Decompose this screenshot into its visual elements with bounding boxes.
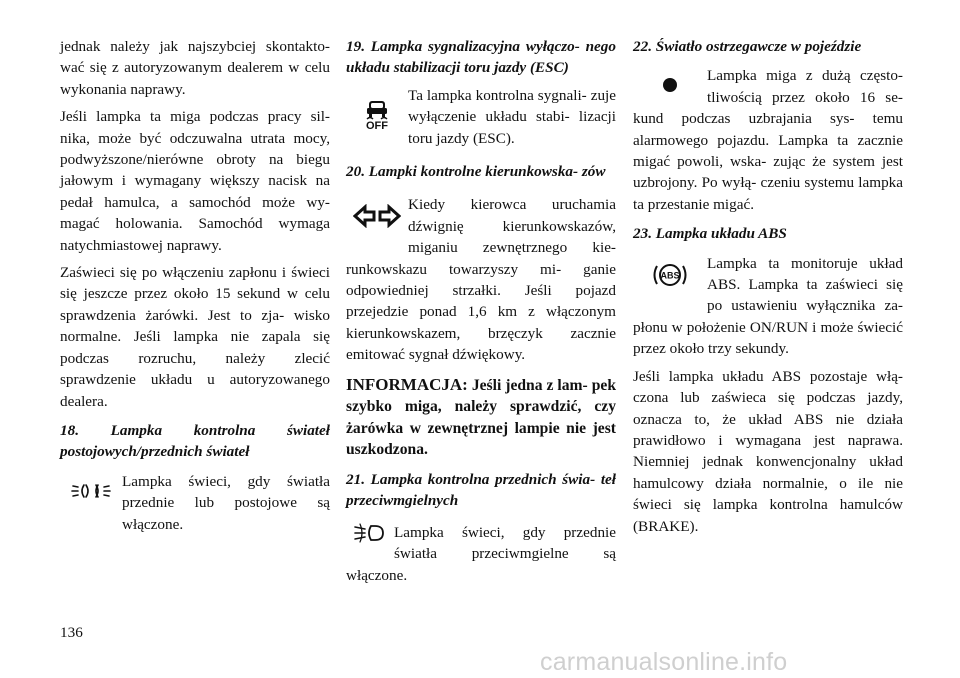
paragraph-19: Ta lampka kontrolna sygnali- zuje wyłączenie układu stabi- lizacji toru jazdy (ESC). bbox=[408, 86, 616, 147]
abs-label: ABS bbox=[660, 270, 680, 281]
heading-20: 20. Lampki kontrolne kierunkowska- zów bbox=[346, 163, 606, 181]
info-note bbox=[346, 374, 616, 461]
paragraph-21: Lampka świeci, gdy przednie światła przeciwmgielne są włączone. bbox=[346, 523, 616, 584]
heading-18-line2: postojowych/przednich świateł bbox=[60, 443, 250, 461]
abs-warning-icon bbox=[633, 253, 707, 297]
heading-18 bbox=[60, 420, 330, 441]
paragraph-bulb-check: Zaświeci się po włączeniu zapłonu i świeci się jeszcze przez około 15 sekund w celu sprawdzenia żarówki. Jest to zja- wisko normalne. Jeśli lampka nie zapala się podczas rozruchu, należy zlecić sprawdzenie układu u autoryzowanego dealera. bbox=[60, 264, 330, 410]
paragraph-20: Kiedy kierowca uruchamia dźwignię kierunkowskazów, miganiu zewnętrznego kie- runkowskazu towarzyszy mi- ganie odpowiedniej strzałki. Jeśli pojazd przejedzie ponad 1,6 km z włączonym kierunkowskazem, brzęczyk zacznie emitować sygnał dźwiękowy. bbox=[346, 196, 616, 364]
turn-signal-arrows-icon bbox=[346, 194, 408, 238]
front-fog-light-icon bbox=[346, 522, 394, 544]
heading-18-line1: 18. Lampka kontrolna świateł bbox=[60, 421, 330, 439]
paragraph-continuation: jednak należy jak najszybciej skontakto- wać się z autoryzowanym dealerem w celu wykonania naprawy. bbox=[60, 38, 330, 98]
page-number: 136 bbox=[60, 624, 83, 641]
column-right bbox=[633, 36, 903, 537]
info-lead: INFORMACJA: bbox=[346, 374, 468, 394]
paragraph-18: Lampka świeci, gdy światła przednie lub postojowe są włączone. bbox=[122, 472, 330, 533]
parking-lights-icon bbox=[60, 471, 122, 511]
vehicle-security-light-icon bbox=[633, 65, 707, 105]
watermark: carmanualsonline.info bbox=[540, 648, 788, 676]
paragraph-23: Lampka ta monitoruje układ ABS. Lampka ta zaświeci się po ustawieniu wyłącznika za- płonu w położenie ON/RUN i może świecić przez około trzy sekundy. bbox=[633, 254, 903, 358]
paragraph-22: Lampka miga z dużą często- tliwością przez około 16 se- kund podczas uzbrajania sys- temu alarmowego pojazdu. Lampka ta zacznie migać powoli, wska- zując że system jest uzbrojony. Po wyłą- czeniu systemu lampka ta przestanie migać. bbox=[633, 67, 903, 213]
column-left bbox=[60, 36, 330, 535]
heading-19: 19. Lampka sygnalizacyjna wyłączo- nego układu stabilizacji toru jazdy (ESC) bbox=[346, 38, 616, 77]
info-text: Jeśli jedna z lam- pek szybko miga, należy sprawdzić, czy żarówka w zewnętrznej lampie nie jest uszkodzona. bbox=[346, 376, 616, 459]
paragraph-flashing-warning: Jeśli lampka ta miga podczas pracy sil- nika, może być odczuwalna utrata mocy, podwyższone/nierówne obroty na biegu jałowym i wymagany większy nacisk na pedał hamulca, a samochód może wy- magać holowania. Samochód wymaga natychmiastowej naprawy. bbox=[60, 108, 330, 254]
esc-off-label: OFF bbox=[366, 120, 388, 133]
heading-23: 23. Lampka układu ABS bbox=[633, 225, 787, 243]
heading-22: 22. Światło ostrzegawcze w pojeździe bbox=[633, 38, 862, 55]
heading-21: 21. Lampka kontrolna przednich świa- teł przeciwmgielnych bbox=[346, 471, 616, 510]
esc-off-icon bbox=[346, 85, 408, 147]
column-middle bbox=[346, 36, 616, 586]
paragraph-23b: Jeśli lampka układu ABS pozostaje włą- czona lub zaświeca się podczas jazdy, oznacza to, że układ ABS nie działa prawidłowo i wymagana jest naprawa. Niemniej jednak konwencjonalny układ hamulcowy działa normalnie, o ile nie świeci się lampka kontrolna hamulców (BRAKE). bbox=[633, 367, 903, 535]
